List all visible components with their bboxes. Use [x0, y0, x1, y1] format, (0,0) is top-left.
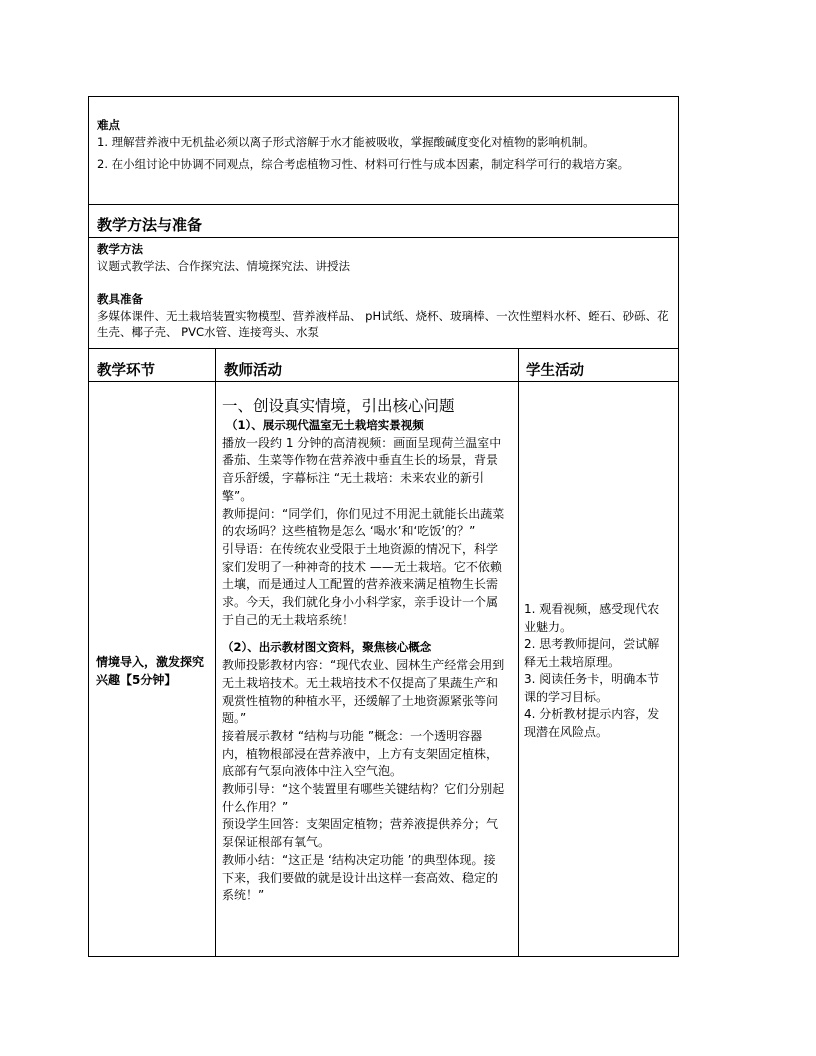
methods-section-title: 教学方法与准备 — [97, 216, 203, 234]
header-stage-label: 教学环节 — [97, 363, 155, 379]
difficulty-item-1: 1. 理解营养液中无机盐必须以离子形式溶解于水才能被吸收，掌握酸碱度变化对植物的影响机制。 — [97, 134, 595, 149]
part2-paragraph-1: 教师投影教材内容：“现代农业、园林生产经常会用到无土栽培技术。无土栽培技术不仅提高了果蔬生产和观赏性植物的种植水平，还缓解了土地资源紧张等问题。” — [222, 658, 505, 726]
part1-paragraph-1: 播放一段约 1 分钟的高清视频：画面呈现荷兰温室中番茄、生菜等作物在营养液中垂直生长的场景，背景音乐舒缓，字幕标注 “无土栽培：未来农业的新引擎”。 — [222, 435, 502, 503]
difficulty-item-2: 2. 在小组讨论中协调不同观点，综合考虑植物习性、材料可行性与成本因素，制定科学可行的栽培方案。 — [97, 157, 630, 171]
method-text: 议题式教学法、合作探究法、情境探究法、讲授法 — [97, 258, 350, 273]
part2-paragraph-3: 教师引导：“这个装置里有哪些关键结构？它们分别起什么作用？” — [222, 782, 505, 814]
divider — [89, 381, 678, 382]
column-divider — [215, 348, 216, 956]
header-teacher — [224, 361, 282, 381]
header-stage — [97, 361, 155, 381]
header-teacher-label: 教师活动 — [224, 363, 282, 379]
part2-heading: （2）、出示教材图文资料，聚焦核心概念 — [222, 640, 432, 655]
divider — [89, 204, 678, 205]
methods-content — [89, 241, 678, 341]
teacher-activity-title: 一、创设真实情境，引出核心问题 — [222, 397, 455, 415]
stage-label: 情境导入，激发探究兴趣【5分钟】 — [96, 655, 205, 687]
column-divider — [518, 348, 519, 956]
teacher-activity-cell — [222, 396, 505, 905]
difficulty-heading: 难点 — [97, 118, 120, 132]
header-student-label: 学生活动 — [526, 363, 584, 379]
student-item-2: 2. 思考教师提问，尝试解释无土栽培原理。 — [524, 637, 660, 669]
stage-cell — [96, 653, 208, 689]
method-heading: 教学方法 — [97, 242, 143, 256]
methods-section — [89, 215, 678, 235]
part2-paragraph-4: 预设学生回答：支架固定植物；营养液提供养分；气泵保证根部有氧气。 — [222, 817, 499, 850]
header-student — [526, 361, 584, 381]
part2-paragraph-2: 接着展示教材 “结构与功能 ”概念：一个透明容器内，植物根部浸在营养液中，上方有支架固定植株，底部有气泵向液体中注入空气泡。 — [222, 728, 499, 779]
part1-paragraph-3: 引导语：在传统农业受限于土地资源的情况下，科学家们发明了一种神奇的技术 ——无土栽培。它不依赖土壤，而是通过人工配置的营养液来满足植物生长需求。今天，我们就化身小小科学家，亲手设计一个属于自己的无土栽培系统！ — [222, 541, 502, 627]
student-activity-cell — [524, 601, 670, 741]
student-item-1: 1. 观看视频，感受现代农业魅力。 — [524, 602, 660, 634]
student-item-4: 4. 分析教材提示内容，发现潜在风险点。 — [524, 707, 660, 739]
student-item-3: 3. 阅读任务卡，明确本节课的学习目标。 — [524, 672, 660, 704]
part1-heading: （1）、展示现代温室无土栽培实景视频 — [226, 418, 424, 432]
part2-paragraph-5: 教师小结：“这正是 ‘结构决定功能 ’的典型体现。接下来，我们要做的就是设计出这样一套高效、稳定的系统！” — [222, 852, 499, 903]
difficulty-section — [89, 117, 678, 173]
prep-heading: 教具准备 — [97, 292, 143, 306]
divider — [89, 237, 678, 238]
divider — [89, 348, 678, 349]
lesson-plan-sheet — [88, 96, 679, 957]
part1-paragraph-2: 教师提问：“同学们，你们见过不用泥土就能长出蔬菜的农场吗？这些植物是怎么 ‘喝水’和‘吃饭’的？” — [222, 506, 505, 539]
prep-text: 多媒体课件、无土栽培装置实物模型、营养液样品、 pH试纸、烧杯、玻璃棒、一次性塑料水杯、蛭石、砂砾、花生壳、椰子壳、 PVC水管、连接弯头、水泵 — [97, 308, 669, 339]
